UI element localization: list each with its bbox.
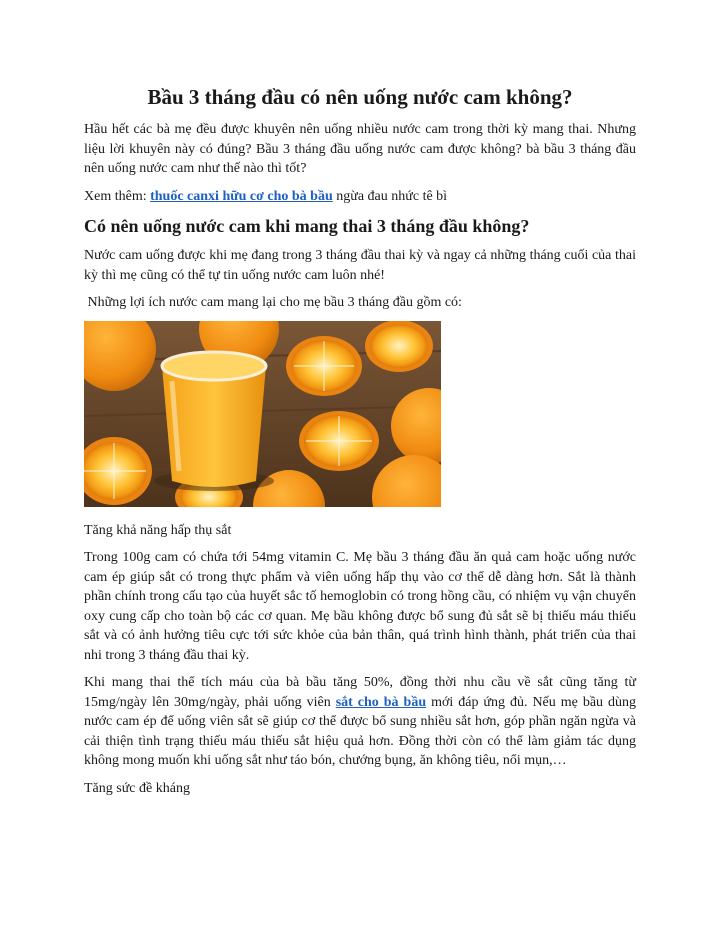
iron-link[interactable]: sắt cho bà bầu	[335, 694, 427, 710]
page-title: Bầu 3 tháng đầu có nên uống nước cam không?	[147, 85, 573, 109]
see-more-suffix: ngừa đau nhức tê bì	[332, 188, 448, 204]
benefit-1-p2-before: Khi mang thai thể tích máu của bà bầu tăng 50%, đồng thời nhu cầu về sắt cũng tăng từ 15mg/ngày lên 30mg/ngày, phải uống viên	[84, 675, 636, 710]
calcium-link[interactable]: thuốc canxi hữu cơ cho bà bầu	[150, 188, 333, 204]
benefit-1-paragraph-1: Trong 100g cam có chứa tới 54mg vitamin C. Mẹ bầu 3 tháng đầu ăn quả cam hoặc uống nước cam ép giúp sắt có trong thực phẩm và viên uống hấp thụ vào cơ thể dễ dàng hơn. Sắt là thành phần chính trong cấu tạo của huyết sắc tố hemoglobin có trong hồng cầu, có nhiệm vụ vận chuyển oxy cung cấp cho toàn bộ các cơ quan. Mẹ bầu không được bổ sung đủ sắt sẽ bị thiếu máu thiếu sắt và có ảnh hưởng tiêu cực tới sức khỏe của bản thân, quá trình hình thành, phát triển của thai nhi trong 3 tháng đầu thai kỳ.	[84, 550, 636, 663]
intro-paragraph: Hầu hết các bà mẹ đều được khuyên nên uống nhiều nước cam trong thời kỳ mang thai. Nhưng liệu lời khuyên này có đúng? Bầu 3 tháng đầu uống nước cam được không? bà bầu 3 tháng đầu nên uống nước cam như thế nào thì tốt?	[84, 122, 636, 176]
see-more-line	[84, 187, 636, 207]
benefit-1-p2-after: mới đáp ứng đủ. Nếu mẹ bầu dùng nước cam ép để uống viên sắt sẽ giúp cơ thể được bổ sung nhiều sắt hơn, góp phần ngăn ngừa và cải thiện tình trạng thiếu máu thiếu sắt hiệu quả hơn. Đồng thời còn có thể làm giảm tác dụng không mong muốn khi uống sắt như táo bón, chướng bụng, ăn không tiêu, nổi mụn,…	[84, 694, 637, 768]
benefit-1-paragraph-2	[84, 673, 636, 771]
benefit-2-title: Tăng sức đề kháng	[84, 780, 190, 796]
section-heading: Có nên uống nước cam khi mang thai 3 tháng đầu không?	[84, 216, 530, 236]
section-paragraph-1: Nước cam uống được khi mẹ đang trong 3 tháng đầu thai kỳ và ngay cả những tháng cuối của thai kỳ thì mẹ cũng có thể tự tin uống nước cam luôn nhé!	[84, 248, 636, 283]
document-page	[84, 84, 636, 806]
see-more-prefix: Xem thêm:	[84, 188, 151, 204]
section-paragraph-2: Những lợi ích nước cam mang lại cho mẹ bầu 3 tháng đầu gồm có:	[84, 295, 462, 310]
orange-juice-photo	[84, 321, 441, 507]
benefit-1-title: Tăng khả năng hấp thụ sắt	[84, 522, 232, 538]
